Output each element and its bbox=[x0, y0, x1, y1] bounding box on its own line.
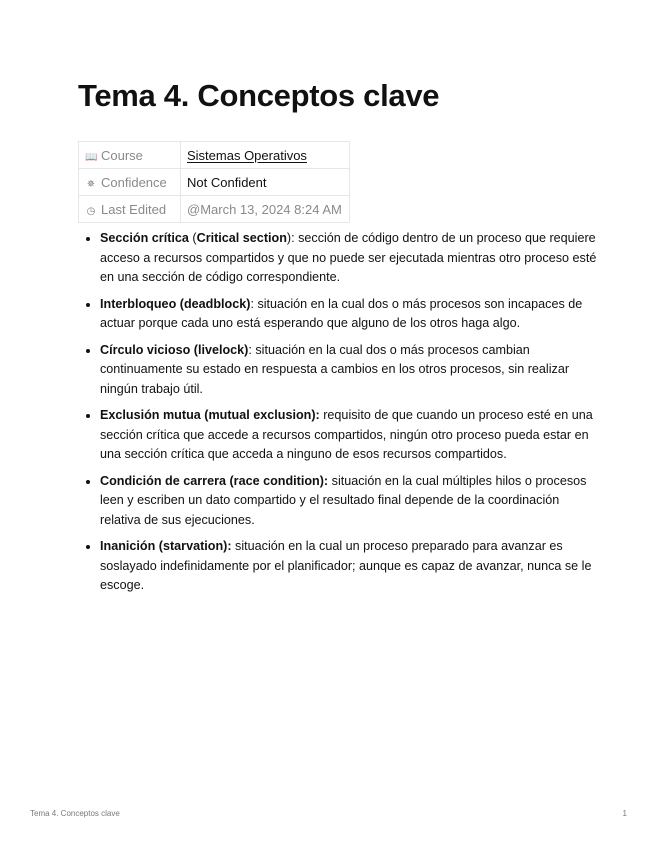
list-item bbox=[100, 472, 600, 531]
confidence-value: Not Confident bbox=[187, 174, 267, 190]
last-edited-date: @March 13, 2024 8:24 AM bbox=[187, 201, 342, 217]
properties-table bbox=[78, 141, 350, 223]
definition-separator: ( bbox=[188, 231, 197, 245]
property-key-last-edited bbox=[79, 196, 181, 223]
property-row-last-edited bbox=[79, 196, 350, 223]
definition-separator: : bbox=[250, 296, 258, 311]
definition-term: Inanición (starvation): bbox=[100, 539, 232, 553]
property-key-confidence bbox=[79, 169, 181, 196]
property-value-course bbox=[181, 142, 350, 169]
definition-text: situación en la cual un proceso preparado para avanzar es soslayado indefinidamente por el planificador; aunque es capaz de avanzar, nunca se le escoge. bbox=[100, 539, 592, 592]
definition-text: sección de código dentro de un proceso que requiere acceso a recursos compartidos y que no puede ser ejecutada mientras otro proceso esté en una sección de código correspondiente. bbox=[100, 231, 597, 284]
page-title: Tema 4. Conceptos clave bbox=[78, 78, 440, 113]
list-item bbox=[100, 295, 600, 334]
clock-icon: ◷ bbox=[86, 205, 96, 217]
property-value-last-edited bbox=[181, 196, 350, 223]
definition-term: Interbloqueo (deadblock) bbox=[100, 296, 251, 311]
book-icon: 📖 bbox=[85, 151, 98, 163]
definitions-list bbox=[82, 229, 600, 603]
definition-text: situación en la cual dos o más procesos son incapaces de actuar porque cada uno está esperando que alguno de los otros haga algo. bbox=[100, 296, 583, 330]
definition-text: situación en la cual múltiples hilos o procesos leen y escriben un dato compartido y el resultado final depende de la coordinación relativa de sus ejecuciones. bbox=[100, 473, 587, 527]
property-key-label: Course bbox=[101, 147, 143, 163]
definition-text: situación en la cual dos o más procesos cambian continuamente su estado en respuesta a cambios en los otros procesos, sin realizar ningún trabajo útil. bbox=[100, 342, 570, 396]
loading-icon: ✵ bbox=[86, 178, 96, 190]
property-key-label: Confidence bbox=[101, 174, 167, 190]
definition-term: Círculo vicioso (livelock) bbox=[100, 342, 249, 357]
list-item bbox=[100, 406, 600, 465]
list-item bbox=[100, 537, 600, 596]
property-key-label: Last Edited bbox=[101, 201, 167, 217]
definition-term: Exclusión mutua (mutual exclusion): bbox=[100, 408, 320, 422]
list-item bbox=[100, 229, 600, 288]
definition-term-english: Critical section bbox=[196, 231, 287, 245]
list-item bbox=[100, 341, 600, 400]
definition-term: Condición de carrera (race condition): bbox=[100, 473, 329, 488]
definition-separator: : bbox=[248, 342, 256, 357]
property-key-course bbox=[79, 142, 181, 169]
property-row-course bbox=[79, 142, 350, 169]
footer-page-number: 1 bbox=[622, 809, 627, 818]
property-value-confidence[interactable] bbox=[181, 169, 350, 196]
definition-separator: ): bbox=[286, 231, 299, 245]
definition-text: requisito de que cuando un proceso esté en una sección crítica que accede a recursos compartidos, ningún otro proceso pueda estar en una sección crítica que acceda a ninguno de esos recursos compartidos. bbox=[100, 408, 593, 461]
course-link[interactable]: Sistemas Operativos bbox=[187, 147, 307, 163]
definition-term: Sección crítica bbox=[100, 231, 189, 245]
footer-doc-title: Tema 4. Conceptos clave bbox=[30, 809, 120, 818]
property-row-confidence bbox=[79, 169, 350, 196]
